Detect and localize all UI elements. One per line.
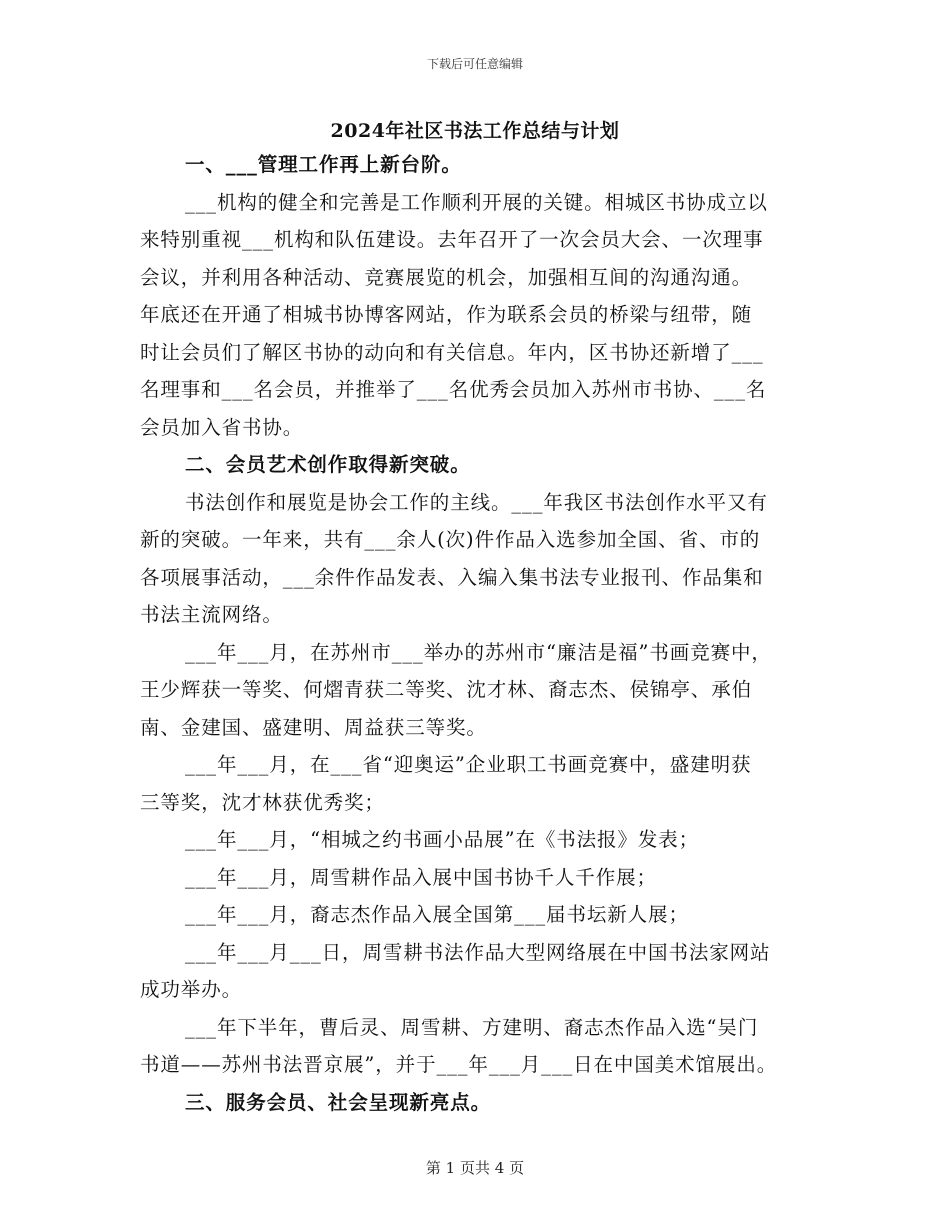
paragraph-line: 新的突破。一年来，共有___余人(次)件作品入选参加全国、省、市的	[140, 528, 761, 551]
paragraph-line: 书法创作和展览是协会工作的主线。___年我区书法创作水平又有	[185, 490, 768, 514]
document-title: 2024年社区书法工作总结与计划	[330, 120, 620, 142]
paragraph-line: ___机构的健全和完善是工作顺利开展的关键。相城区书协成立以	[185, 190, 768, 214]
paragraph-line: ___年___月，周雪耕作品入展中国书协千人千作展；	[185, 865, 657, 889]
paragraph-line: 名理事和___名会员，并推举了___名优秀会员加入苏州市书协、___名	[140, 378, 767, 401]
paragraph-line: 三等奖，沈才林获优秀奖；	[140, 790, 385, 814]
document-body	[140, 146, 820, 1121]
paragraph-line: 来特别重视___机构和队伍建设。去年召开了一次会员大会、一次理事	[140, 228, 764, 251]
section-heading-3: 三、服务会员、社会呈现新亮点。	[185, 1090, 492, 1114]
paragraph-line: 会员加入省书协。	[140, 415, 304, 439]
paragraph-line: 时让会员们了解区书协的动向和有关信息。年内，区书协还新增了___	[140, 340, 764, 364]
paragraph-line: 会议，并利用各种活动、竞赛展览的机会，加强相互间的沟通沟通。	[140, 265, 753, 289]
paragraph-line: 书道——苏州书法晋京展”，并于___年___月___日在中国美术馆展出。	[140, 1053, 778, 1076]
paragraph-line: 各项展事活动，___余件作品发表、入编入集书法专业报刊、作品集和	[140, 565, 764, 589]
paragraph-line: 成功举办。	[140, 978, 243, 1001]
paragraph-line: ___年下半年，曹后灵、周雪耕、方建明、裔志杰作品入选“吴门	[185, 1015, 759, 1039]
page-header: 下载后可任意编辑	[426, 57, 523, 71]
paragraph-line: 年底还在开通了相城书协博客网站，作为联系会员的桥梁与纽带，随	[140, 303, 753, 326]
section-heading-1: 一、___管理工作再上新台阶。	[185, 153, 462, 176]
page-number: 第 1 页共 4 页	[425, 1159, 525, 1177]
paragraph-line: ___年___月，裔志杰作品入展全国第___届书坛新人展；	[185, 903, 689, 926]
paragraph-line: ___年___月，在苏州市___举办的苏州市“廉洁是福”书画竞赛中，	[185, 640, 772, 664]
paragraph-line: 南、金建国、盛建明、周益获三等奖。	[140, 715, 487, 739]
section-heading-2: 二、会员艺术创作取得新突破。	[185, 453, 471, 476]
paragraph-line: ___年___月，在___省“迎奥运”企业职工书画竞赛中，盛建明获	[185, 753, 752, 776]
paragraph-line: ___年___月___日，周雪耕书法作品大型网络展在中国书法家网站	[185, 940, 771, 964]
paragraph-line: 王少辉获一等奖、何熠青获二等奖、沈才林、裔志杰、侯锦亭、承伯	[140, 678, 753, 701]
paragraph-line: 书法主流网络。	[140, 603, 283, 626]
paragraph-line: ___年___月，“相城之约书画小品展”在《书法报》发表；	[185, 828, 700, 851]
